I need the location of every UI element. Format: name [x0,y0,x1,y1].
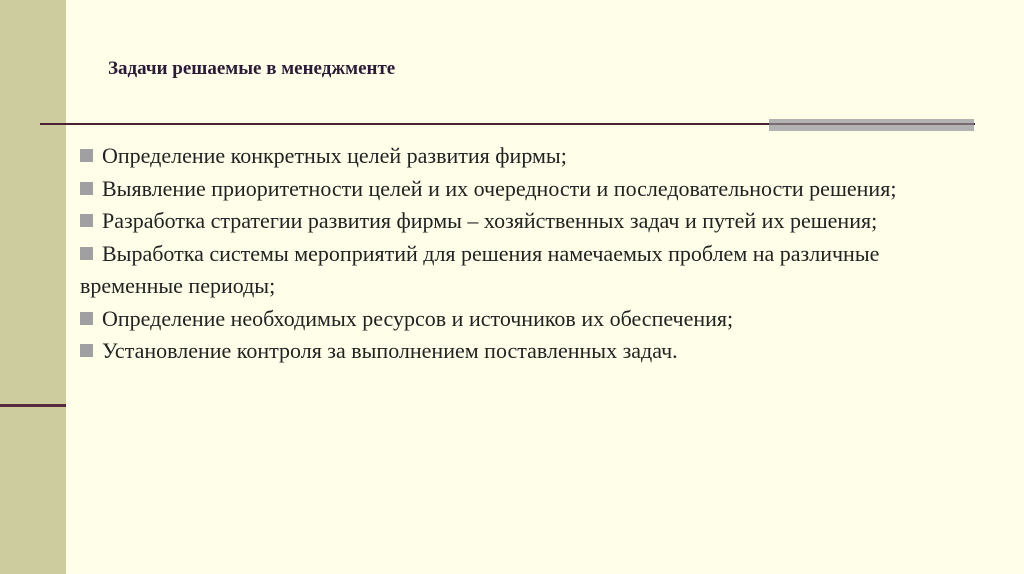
bullet-text: Определение конкретных целей развития фирмы; [102,143,567,168]
square-bullet-icon [80,149,93,162]
bullet-item [80,205,950,238]
square-bullet-icon [80,247,93,260]
bullet-text: Разработка стратегии развития фирмы – хозяйственных задач и путей их решения; [102,208,878,233]
bullet-text: Установление контроля за выполнением поставленных задач. [102,338,678,363]
bullet-item [80,335,950,368]
bullet-item [80,140,950,173]
square-bullet-icon [80,344,93,357]
bullet-text: Выявление приоритетности целей и их очередности и последовательности решения; [102,175,897,201]
square-bullet-icon [80,312,93,325]
square-bullet-icon [80,214,93,227]
bullet-text: Определение необходимых ресурсов и источников их обеспечения; [102,305,734,331]
title-rule-accent-line [769,123,974,125]
side-decor-rule [0,404,66,407]
side-decor-bar [0,0,66,574]
square-bullet-icon [80,182,93,195]
bullet-item [80,238,950,303]
bullet-text: Выработка системы мероприятий для решения намечаемых проблем на различные временные периоды; [80,240,880,298]
bullet-item [80,303,950,336]
bullet-item [80,173,950,206]
bullet-list [80,140,950,368]
title-rule-accent [769,119,974,131]
slide-title: Задачи решаемые в менеджменте [108,58,396,79]
